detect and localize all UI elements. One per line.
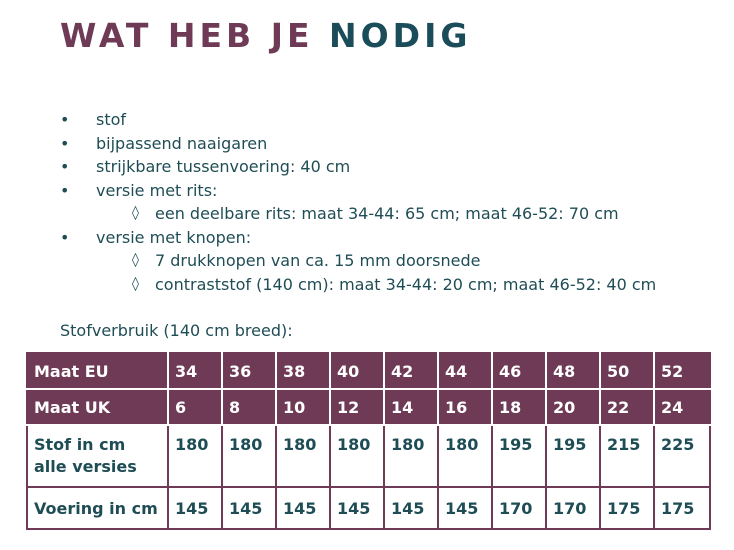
table-cell: 10 (276, 389, 330, 425)
table-cell: 175 (600, 487, 654, 529)
table-cell: 180 (438, 425, 492, 487)
bullet-icon: • (60, 180, 70, 200)
table-cell: 44 (438, 353, 492, 389)
table-cell: 34 (168, 353, 222, 389)
table-cell: 170 (492, 487, 546, 529)
diamond-icon: ◊ (132, 275, 139, 292)
table-cell: 195 (492, 425, 546, 487)
diamond-icon: ◊ (132, 252, 139, 268)
table-cell: 48 (546, 353, 600, 389)
table-cell: 170 (546, 487, 600, 529)
sub-list (96, 202, 656, 226)
list-item (60, 108, 656, 132)
list-item (60, 155, 656, 179)
title-part-2: NODIG (329, 16, 472, 55)
table-cell: 180 (168, 425, 222, 487)
table-cell: 145 (384, 487, 438, 529)
table-cell: 24 (654, 389, 710, 425)
sub-list-item (116, 202, 656, 226)
list-item-text: strijkbare tussenvoering: 40 cm (96, 157, 351, 176)
bullet-icon: • (60, 133, 70, 153)
sub-list (96, 249, 656, 296)
sub-list-item (116, 273, 656, 297)
table-cell: 145 (330, 487, 384, 529)
sub-list-item-text: 7 drukknopen van ca. 15 mm doorsnede (155, 251, 481, 270)
bullet-icon: • (60, 227, 70, 247)
row-label-text: Stof in cm alle versies (34, 435, 137, 476)
table-row-lining (27, 487, 710, 529)
table-cell: 46 (492, 353, 546, 389)
table-cell: 145 (222, 487, 276, 529)
fabric-usage-table (26, 352, 711, 530)
list-item-text: bijpassend naaigaren (96, 133, 268, 153)
table-cell: 16 (438, 389, 492, 425)
table-cell: 40 (330, 353, 384, 389)
table-row-size-uk (27, 389, 710, 425)
table-cell: 42 (384, 353, 438, 389)
sub-list-item-text: contraststof (140 cm): maat 34-44: 20 cm; maat 46-52: 40 cm (155, 274, 657, 294)
table-cell: 215 (600, 425, 654, 487)
row-label: Maat EU (27, 353, 168, 389)
table-cell: 8 (222, 389, 276, 425)
list-item-text: versie met rits: (96, 180, 218, 200)
table-cell: 145 (276, 487, 330, 529)
bullet-icon: • (60, 110, 70, 129)
table-cell: 20 (546, 389, 600, 425)
diamond-icon: ◊ (132, 205, 139, 221)
table-cell: 22 (600, 389, 654, 425)
table-cell: 180 (384, 425, 438, 487)
table-row-size-eu (27, 353, 710, 389)
requirements-list (60, 108, 656, 296)
table-cell: 6 (168, 389, 222, 425)
table-cell: 50 (600, 353, 654, 389)
sub-list-item-text: een deelbare rits: maat 34-44: 65 cm; maat 46-52: 70 cm (155, 204, 619, 223)
row-label (27, 425, 168, 487)
table-cell: 145 (438, 487, 492, 529)
bullet-icon: • (60, 157, 70, 176)
row-label: Maat UK (27, 389, 168, 425)
list-item (60, 226, 656, 297)
table-cell: 38 (276, 353, 330, 389)
list-item-text: versie met knopen: (96, 227, 252, 247)
row-label: Voering in cm (27, 487, 168, 529)
fabric-usage-label: Stofverbruik (140 cm breed): (60, 321, 293, 340)
table-cell: 180 (222, 425, 276, 487)
table-row-fabric (27, 425, 710, 487)
list-item (60, 132, 656, 156)
table-cell: 195 (546, 425, 600, 487)
title-part-1: WAT HEB JE (60, 16, 330, 55)
page-title (60, 14, 471, 58)
list-item-text: stof (96, 110, 127, 129)
table-cell: 180 (330, 425, 384, 487)
table-cell: 12 (330, 389, 384, 425)
table-cell: 225 (654, 425, 710, 487)
table-cell: 52 (654, 353, 710, 389)
table-cell: 18 (492, 389, 546, 425)
table-cell: 14 (384, 389, 438, 425)
table-cell: 145 (168, 487, 222, 529)
table-cell: 36 (222, 353, 276, 389)
table-cell: 180 (276, 425, 330, 487)
list-item (60, 179, 656, 226)
table-cell: 175 (654, 487, 710, 529)
sub-list-item (116, 249, 656, 273)
